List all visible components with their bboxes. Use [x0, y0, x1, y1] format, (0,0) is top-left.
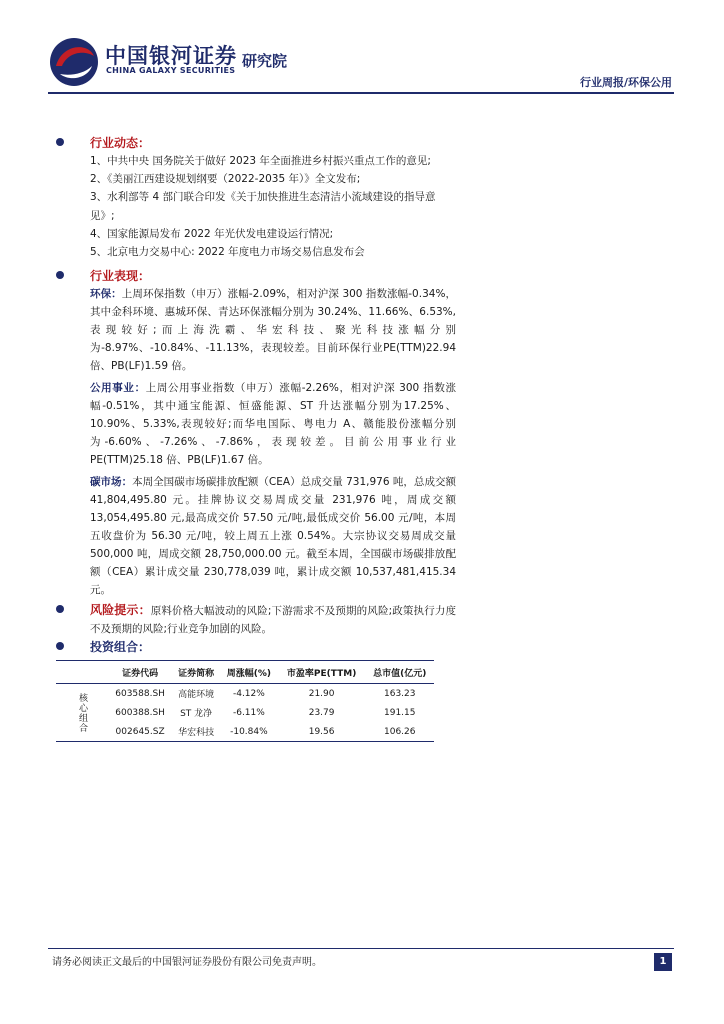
risk-lead: 风险提示： [90, 603, 151, 618]
table-cell: 高能环境 [178, 690, 215, 700]
env-paragraph [90, 285, 456, 375]
util-paragraph [90, 379, 456, 469]
galaxy-logo-icon [48, 36, 100, 88]
env-lead: 环保： [90, 288, 122, 301]
column-header: 证券代码 [122, 668, 159, 679]
table-cell: 华宏科技 [178, 728, 215, 738]
news-item: 5、北京电力交易中心: 2022 年度电力市场交易信息发布会 [90, 246, 365, 259]
table-cell: 603588.SH [115, 688, 165, 699]
bullet-icon [56, 138, 64, 146]
news-item: 1、中共中央 国务院关于做好 2023 年全面推进乡村振兴重点工作的意见; [90, 155, 431, 167]
performance-title: 行业表现： [90, 269, 151, 284]
util-lead: 公用事业： [90, 382, 146, 395]
risk-text: 原料价格大幅波动的风险;下游需求不及预期的风险;政策执行力度不及预期的风险;行业竞争加剧的风险。 [90, 605, 456, 636]
risk-paragraph [90, 601, 456, 638]
brand-name-cn: 中国银河证券 [105, 44, 237, 68]
column-header: 总市值(亿元) [373, 668, 427, 679]
table-header-row [56, 661, 434, 684]
report-body [56, 134, 656, 638]
table-cell: ST 龙净 [180, 709, 213, 719]
column-header: 证券简称 [178, 668, 215, 679]
table-cell: 600388.SH [115, 707, 165, 718]
table-cell: -6.11% [232, 707, 265, 718]
brand-name-en: CHINA GALAXY SECURITIES [106, 66, 236, 75]
table-cell: 002645.SZ [115, 726, 165, 737]
carbon-lead: 碳市场： [90, 476, 133, 489]
table-row [56, 684, 434, 704]
news-item: 2、《美丽江西建设规划纲要（2022-2035 年）》全文发布; [90, 173, 361, 186]
performance-section [56, 267, 656, 599]
column-header: 市盈率PE(TTM) [286, 668, 357, 679]
env-text: 上周环保指数（申万）涨幅-2.09%，相对沪深 300 指数涨幅-0.34%，其中金科环境、惠城环保、青达环保涨幅分别为 30.24%、11.66%、6.53%,表现较好;而上海洗霸、华宏科技、聚光科技涨幅分别为-8.97%、-10.84%、-11.13%，表现较差。目前环保行业PE(TTM)22.94 倍、PB(LF)1.59 倍。 [90, 288, 457, 373]
table-cell: 23.79 [308, 707, 335, 718]
bullet-icon [56, 271, 64, 279]
table-cell: 191.15 [384, 707, 416, 718]
table-cell: -10.84% [230, 726, 268, 737]
header-divider [48, 92, 674, 94]
institute-label: 研究院 [242, 52, 288, 70]
risk-section [56, 601, 656, 638]
news-list [90, 152, 656, 261]
news-section [56, 134, 656, 261]
table-cell: 19.56 [308, 726, 335, 737]
portfolio-table [56, 660, 434, 742]
carbon-paragraph [90, 473, 456, 599]
news-title: 行业动态： [90, 136, 151, 150]
util-text: 上周公用事业指数（申万）涨幅-2.26%，相对沪深 300 指数涨幅-0.51%，其中通宝能源、恒盛能源、ST 升达涨幅分别为17.25%、10.90%、5.33%,表现较好;而华电国际、粤电力 A、赣能股份涨幅分别为-6.60%、-7.26%、-7.86%，表现较差。目前公用事业行业 PE(TTM)25.18 倍、PB(LF)1.67 倍。 [90, 382, 456, 467]
news-item: 4、国家能源局发布 2022 年光伏发电建设运行情况; [90, 227, 334, 240]
bullet-icon [56, 605, 64, 613]
column-header: 周涨幅(%) [226, 668, 272, 679]
bullet-icon [56, 642, 64, 650]
disclaimer: 请务必阅读正文最后的中国银河证券股份有限公司免责声明。 [52, 957, 322, 968]
table-cell: 106.26 [384, 726, 416, 737]
carbon-text: 本周全国碳市场碳排放配额（CEA）总成交量 731,976 吨，总成交额 41,804,495.80 元。挂牌协议交易周成交量 231,976 吨，周成交额 13,054,495.80 元,最高成交价 57.50 元/吨,最低成交价 56.00 元/吨，本周五收盘价为 56.30 元/吨，较上周五上涨 0.54%。大宗协议交易周成交量 500,000 吨，周成交额 28,750,000.00 元。截至本周，全国碳市场碳排放配额（CEA）累计成交量 230,778,039 吨，累计成交额 10,537,481,415.34 元。 [90, 476, 457, 597]
table-cell: 21.90 [308, 688, 335, 699]
report-type: 行业周报/环保公用 [579, 76, 672, 89]
portfolio-title: 投资组合： [90, 640, 151, 654]
page-number: 1 [654, 953, 672, 971]
news-item: 3、水利部等 4 部门联合印发《关于加快推进生态清洁小流域建设的指导意见》; [90, 191, 436, 222]
table-cell: -4.12% [232, 688, 265, 699]
table-row [56, 703, 434, 722]
group-header [56, 661, 108, 684]
table-row [56, 722, 434, 742]
group-label: 核心组合 [77, 692, 87, 733]
footer-divider [48, 948, 674, 949]
table-cell: 163.23 [384, 688, 416, 699]
